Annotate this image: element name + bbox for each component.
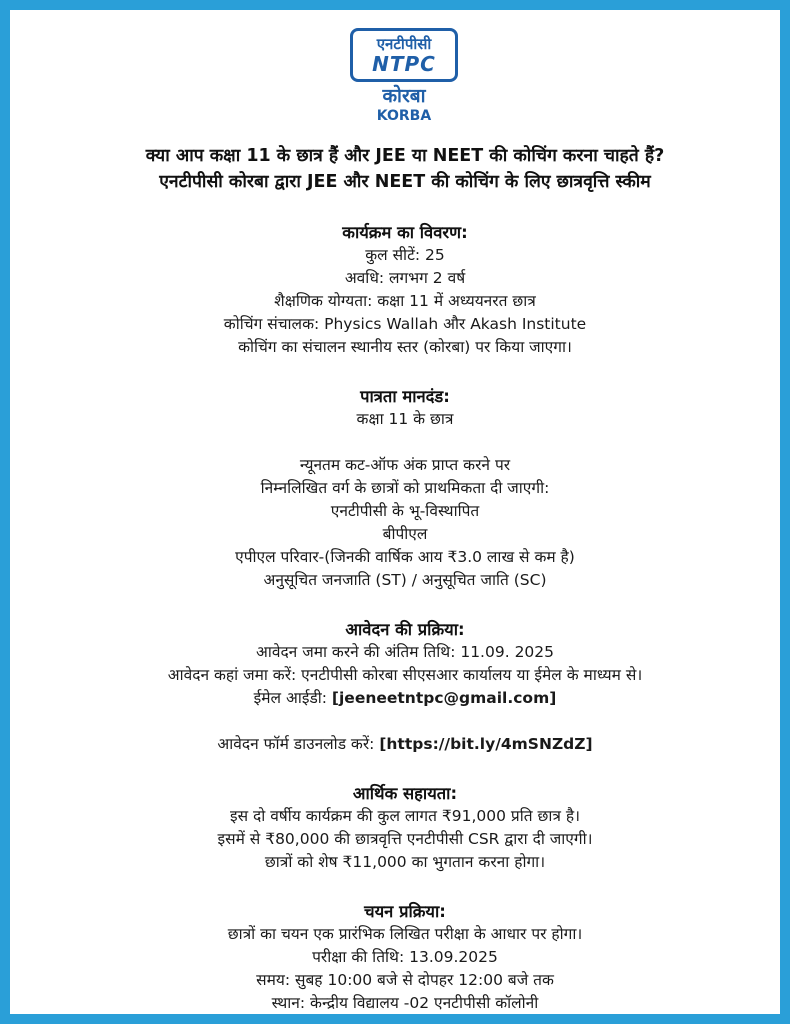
financial-title: आर्थिक सहायता:	[352, 784, 458, 803]
selection-line: स्थान: केन्द्रीय विद्यालय -02 एनटीपीसी कॉलोनी	[271, 994, 539, 1012]
eligibility-title: पात्रता मानदंड:	[360, 387, 450, 406]
ntpc-logo-box	[350, 28, 458, 82]
eligibility-line: निम्नलिखित वर्ग के छात्रों को प्राथमिकता दी जाएगी:	[260, 479, 550, 497]
financial-line: इस दो वर्षीय कार्यक्रम की कुल लागत ₹91,000 प्रति छात्र है।	[230, 807, 580, 825]
selection-line: छात्रों का चयन एक प्रारंभिक लिखित परीक्षा के आधार पर होगा।	[227, 925, 583, 943]
application-deadline: आवेदन जमा करने की अंतिम तिथि: 11.09. 2025	[255, 643, 555, 661]
program-title: कार्यक्रम का विवरण:	[342, 223, 468, 242]
eligibility-line: न्यूनतम कट-ऑफ अंक प्राप्त करने पर	[299, 456, 511, 474]
selection-title: चयन प्रक्रिया:	[364, 902, 446, 921]
application-title: आवेदन की प्रक्रिया:	[345, 620, 465, 639]
eligibility-line: बीपीएल	[382, 525, 428, 543]
eligibility-section	[30, 385, 780, 592]
application-where: आवेदन कहां जमा करें: एनटीपीसी कोरबा सीएसआर कार्यालय या ईमेल के माध्यम से।	[167, 666, 643, 684]
eligibility-line: अनुसूचित जनजाति (ST) / अनुसूचित जाति (SC)	[263, 571, 547, 589]
program-line: कुल सीटें: 25	[365, 246, 445, 264]
program-line: शैक्षणिक योग्यता: कक्षा 11 में अध्ययनरत छात्र	[274, 292, 536, 310]
ntpc-logo	[348, 28, 460, 124]
financial-aid-section	[30, 782, 780, 874]
eligibility-class-line: कक्षा 11 के छात्र	[356, 410, 454, 428]
eligibility-line: एपीएल परिवार-(जिनकी वार्षिक आय ₹3.0 लाख से कम है)	[235, 548, 575, 566]
program-line: कोचिंग संचालक: Physics Wallah और Akash Institute	[223, 315, 587, 333]
program-line: अवधि: लगभग 2 वर्ष	[344, 269, 466, 287]
eligibility-line: एनटीपीसी के भू-विस्थापित	[330, 502, 480, 520]
download-link[interactable]: [https://bit.ly/4mSNZdZ]	[379, 735, 593, 753]
email-label: ईमेल आईडी:	[253, 689, 332, 707]
download-label: आवेदन फॉर्म डाउनलोड करें:	[217, 735, 380, 753]
email-link[interactable]: [jeeneetntpc@gmail.com]	[331, 689, 557, 707]
logo-hindi-text: एनटीपीसी	[376, 35, 432, 53]
application-section	[30, 618, 780, 756]
logo-city-hindi: कोरबा	[382, 85, 426, 107]
spacer	[30, 710, 780, 733]
selection-line: परीक्षा की तिथि: 13.09.2025	[312, 948, 498, 966]
program-details-section	[30, 221, 780, 359]
financial-line: छात्रों को शेष ₹11,000 का भुगतान करना होगा।	[264, 853, 546, 871]
application-download-line	[30, 733, 780, 756]
headline-line-2: एनटीपीसी कोरबा द्वारा JEE और NEET की कोचिंग के लिए छात्रवृत्ति स्कीम	[159, 172, 651, 192]
program-line: कोचिंग का संचालन स्थानीय स्तर (कोरबा) पर किया जाएगा।	[238, 338, 572, 356]
logo-city-english: KORBA	[376, 108, 432, 124]
logo-english-text: NTPC	[372, 52, 436, 76]
selection-section	[30, 900, 780, 1015]
financial-line: इसमें से ₹80,000 की छात्रवृत्ति एनटीपीसी CSR द्वारा दी जाएगी।	[217, 830, 593, 848]
selection-line: समय: सुबह 10:00 बजे से दोपहर 12:00 बजे तक	[256, 971, 554, 989]
poster-content	[30, 143, 780, 1015]
spacer	[30, 431, 780, 454]
headline-line-1: क्या आप कक्षा 11 के छात्र हैं और JEE या NEET की कोचिंग करना चाहते हैं?	[145, 146, 665, 166]
application-email-line	[30, 687, 780, 710]
